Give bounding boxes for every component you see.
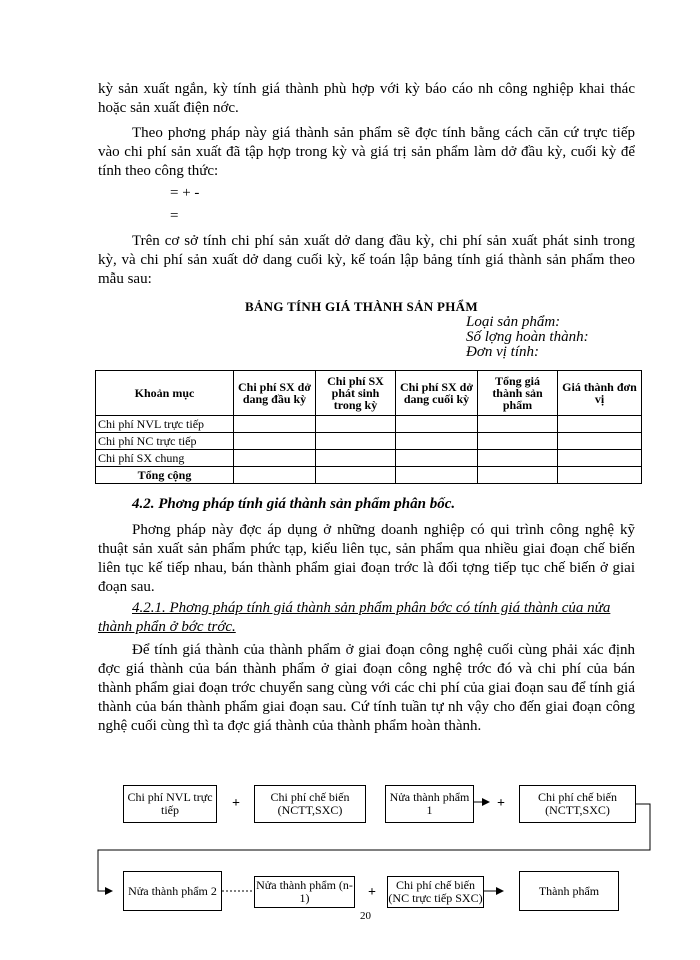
meta-quantity: Số lợng hoàn thành: bbox=[466, 329, 589, 345]
plus-sign-2: + bbox=[497, 796, 505, 811]
flow-box-processing-1: Chi phí chế biến (NCTT,SXC) bbox=[254, 785, 366, 823]
header-unit-cost: Giá thành đơn vị bbox=[558, 371, 642, 416]
row-label-labor: Chi phí NC trực tiếp bbox=[96, 433, 234, 450]
paragraph-4: Phơng pháp này đợc áp dụng ở những doanh nghiệp có qui trình công nghệ kỹ thuật sản xuất sản phẩm phức tạp, kiểu liên tục, sản phẩm qua nhiều giai đoạn chế biến liên tục kế tiếp nhau, bán thành phẩm giai đoạn trớc là đối tợng tiếp tục chế biến ở giai đoạn sau. bbox=[98, 522, 635, 595]
header-wip-end: Chi phí SX dở dang cuối kỳ bbox=[396, 371, 478, 416]
table-row bbox=[96, 433, 642, 450]
paragraph-3: Trên cơ sở tính chi phí sản xuất dở dang đầu kỳ, chi phí sản xuất phát sinh trong kỳ, và chi phí sản xuất dở dang cuối kỳ, kế toán lập bảng tính giá thành sản phẩm theo mẫu sau: bbox=[98, 233, 635, 287]
flow-box-material: Chi phí NVL trực tiếp bbox=[123, 785, 217, 823]
header-wip-begin: Chi phí SX dở dang đầu kỳ bbox=[234, 371, 316, 416]
header-cost-item: Khoản mục bbox=[96, 371, 234, 416]
subsection-heading: 4.2.1. Phơng pháp tính giá thành sản phẩm phân bớc có tính giá thành của nửa thành phẩn ở bớc trớc. bbox=[98, 600, 611, 635]
paragraph-1: kỳ sản xuất ngắn, kỳ tính giá thành phù hợp với kỳ báo cáo nh công nghiệp khai thác hoặc sản xuất điện nớc. bbox=[98, 81, 635, 116]
flow-box-semi-1: Nửa thành phẩm 1 bbox=[385, 785, 474, 823]
table-row-total bbox=[96, 467, 642, 484]
table-row bbox=[96, 450, 642, 467]
section-heading: 4.2. Phơng pháp tính giá thành sản phẩm phân bốc. bbox=[132, 496, 456, 512]
paragraph-5: Để tính giá thành của thành phẩm ở giai đoạn công nghệ cuối cùng phải xác định đợc giá thành của bán thành phẩm ở giai đoạn công nghệ trớc đó và chi phí của bán thành phẩm giai đoạn trớc chuyển sang cùng với các chi phí của giai đoạn sau để tính giá thành của bán thành phẩm giai đoạn sau. Cứ tính tuần tự nh vậy cho đến giai đoạn công nghệ cuối cùng thì ta đợc giá thành của thành phẩm hoàn thành. bbox=[98, 642, 635, 734]
table-header-row bbox=[96, 371, 642, 416]
row-label-overhead: Chi phí SX chung bbox=[96, 450, 234, 467]
formula-line-1: = + - bbox=[170, 185, 200, 201]
plus-sign-3: + bbox=[368, 885, 376, 900]
cost-table bbox=[95, 370, 642, 484]
plus-sign-1: + bbox=[232, 796, 240, 811]
flow-box-processing-3: Chi phí chế biến (NC trực tiếp SXC) bbox=[387, 876, 484, 908]
flow-box-semi-n: Nửa thành phẩm (n-1) bbox=[254, 876, 355, 908]
meta-product: Loại sản phẩm: bbox=[466, 314, 561, 330]
page-number: 20 bbox=[360, 910, 371, 922]
table-row bbox=[96, 416, 642, 433]
meta-unit: Đơn vị tính: bbox=[466, 344, 539, 360]
flow-box-processing-2: Chi phí chế biến (NCTT,SXC) bbox=[519, 785, 636, 823]
flow-box-semi-2: Nửa thành phẩm 2 bbox=[123, 871, 222, 911]
paragraph-2: Theo phơng pháp này giá thành sản phẩm sẽ đợc tính bằng cách căn cứ trực tiếp vào chi phí sản xuất đã tập hợp trong kỳ và giá trị sản phẩm làm dở đầu kỳ, cuối kỳ để tính theo công thức: bbox=[98, 125, 635, 179]
header-total-cost: Tổng giá thành sản phẩm bbox=[478, 371, 558, 416]
flow-box-finished: Thành phẩm bbox=[519, 871, 619, 911]
row-label-material: Chi phí NVL trực tiếp bbox=[96, 416, 234, 433]
formula-line-2: = bbox=[170, 208, 179, 224]
header-incurred: Chi phí SX phát sinh trong kỳ bbox=[316, 371, 396, 416]
table-title: BẢNG TÍNH GIÁ THÀNH SẢN PHẨM bbox=[245, 299, 478, 314]
row-label-total: Tổng cộng bbox=[96, 467, 234, 484]
